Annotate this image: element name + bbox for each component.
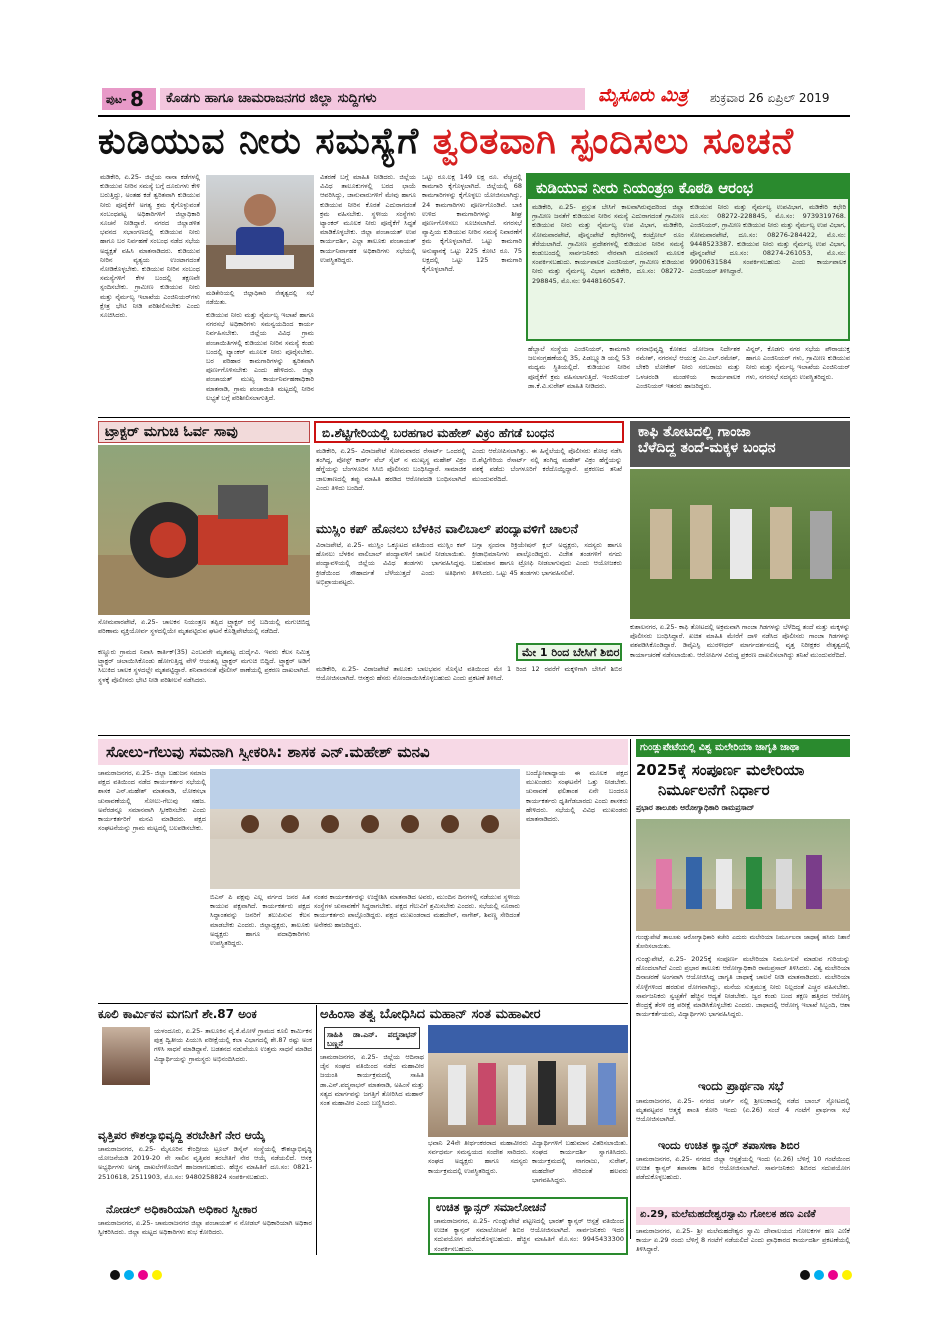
mahaveer-title: ಅಹಿಂಸಾ ತತ್ವ ಬೋಧಿಸಿದ ಮಹಾನ್ ಸಂತ ಮಹಾವೀರ xyxy=(320,1007,541,1022)
arrest-title-box xyxy=(314,421,624,443)
volleyball-col-1: ವಿರಾಜಪೇಟೆ, ಏ.25- ಮುಸ್ಲಿಂ ಒಕ್ಕೂಟದ ವತಿಯಿಂದ ಮುಸ್ಲಿಂ ಕಪ್ ಹೊನಲು ಬೆಳಕಿನ ವಾಲಿಬಾಲ್ ಪಂದ್ಯಾವಳಿಗೆ ಚಾಲನೆ ನೀಡಲಾಯಿತು. ಪಂದ್ಯಾವಳಿಯಲ್ಲಿ ಜಿಲ್ಲೆಯ ವಿವಿಧ ತಂಡಗಳು ಭಾಗವಹಿಸಿದ್ದವು. ಕ್ರೀಡೆಯಿಂದ ಸೌಹಾರ್ದತೆ ಬೆಳೆಯುತ್ತದೆ ಎಂದು ಅತಿಥಿಗಳು ಅಭಿಪ್ರಾಯಪಟ್ಟರು. xyxy=(316,541,466,586)
tractor-caption: ಸೋಮವಾರಪೇಟೆ, ಏ.25- ಚಾಲಕನ ನಿಯಂತ್ರಣ ತಪ್ಪಿದ ಟ್ರ್ಯಾಕ್ಟರ್ ರಸ್ತೆ ಬದಿಯಲ್ಲಿ ಮಗುಚಿಬಿದ್ದ ಪರಿಣಾಮ ವ್ಯಕ್ತಿಯೋರ್ವ ಸ್ಥಳದಲ್ಲಿಯೇ ಮೃತಪಟ್ಟಿರುವ ಘಟನೆ ಕೊಡ್ಲಿಪೇಟೆಯಲ್ಲಿ ನಡೆದಿದೆ. xyxy=(98,618,310,636)
goleka-body: ಚಾಮರಾಜನಗರ, ಏ.25- ಶ್ರೀ ಮಲೆಮಹದೇಶ್ವರ ಸ್ವಾಮಿ ದೇವಾಲಯದ ಗೋಲಕಗಳ ಹಣ ಎಣಿಕೆ ಕಾರ್ಯ ಏ.29 ರಂದು ಬೆಳಿಗ್ಗೆ 8 ಗಂಟೆಗೆ ನಡೆಯಲಿದೆ ಎಂದು ಪ್ರಾಧಿಕಾರದ ಕಾರ್ಯದರ್ಶಿ ಪ್ರಕಟಣೆಯಲ್ಲಿ ತಿಳಿಸಿದ್ದಾರೆ. xyxy=(636,1227,850,1254)
nodal-body: ಚಾಮರಾಜನಗರ, ಏ.25- ಚಾಮರಾಜನಗರ ಜಿಲ್ಲಾ ಪಂಚಾಯತ್ ನ ನೋಡಲ್ ಅಧಿಕಾರಿಯಾಗಿ ಅಧಿಕಾರ ಸ್ವೀಕರಿಸಿದರು. ಜಿಲ್ಲಾ ಮಟ್ಟದ ಅಧಿಕಾರಿಗಳು ಶುಭ ಕೋರಿದರು. xyxy=(98,1219,312,1237)
masthead: ಮೈಸೂರು ಮಿತ್ರ xyxy=(598,85,688,106)
control-room-box xyxy=(526,173,850,341)
newspaper-page xyxy=(98,85,850,1255)
mahaveer-col-4: ವಿದ್ಯಾರ್ಥಿಗಳಿಗೆ ಬಹುಮಾನ ವಿತರಿಸಲಾಯಿತು. ಸಂಘದ ಕಾರ್ಯದರ್ಶಿ ಸ್ವಾಗತಿಸಿದರು. ಕಾರ್ಯಕ್ರಮದಲ್ಲಿ ನಾಗರಾಜು, ಸುರೇಶ್, ಮಹದೇವ್ ಸೇರಿದಂತೆ ಹಲವರು ಭಾಗವಹಿಸಿದ್ದರು. xyxy=(532,1139,628,1184)
malaria-title-line1: 2025ಕ್ಕೆ ಸಂಪೂರ್ಣ ಮಲೇರಿಯಾ xyxy=(636,761,805,779)
malaria-kicker: ಗುಂಡ್ಲುಪೇಟೆಯಲ್ಲಿ ವಿಶ್ವ ಮಲೇರಿಯಾ ಜಾಗೃತಿ ಜಾಥಾ xyxy=(636,739,850,757)
nodal-title: ನೋಡಲ್ ಅಧಿಕಾರಿಯಾಗಿ ಅಧಿಕಾರ ಸ್ವೀಕಾರ xyxy=(106,1203,258,1216)
tractor-photo xyxy=(98,445,310,615)
registration-mark-black-right xyxy=(800,1270,810,1280)
registration-mark-magenta xyxy=(138,1270,148,1280)
rule-v-1 xyxy=(630,739,631,1239)
lead-photo-art xyxy=(206,175,314,287)
tractor-body: ಕಣ್ಣೂರು ಗ್ರಾಮದ ನಿವಾಸಿ ಕಾರ್ತಿಕ್(35) ಎಂಬವರೇ ಮೃತಪಟ್ಟ ದುರ್ದೈವಿ. ಇವರು ಕೆಲಸ ನಿಮಿತ್ತ ಟ್ರ್ಯಾಕ್ಟರ್ ಚಲಾಯಿಸಿಕೊಂಡು ಹೋಗುತ್ತಿದ್ದ ವೇಳೆ ಆಯತಪ್ಪಿ ಟ್ರ್ಯಾಕ್ಟರ್ ಮಗುಚಿ ಬಿದ್ದಿದೆ. ಟ್ರ್ಯಾಕ್ಟರ್ ಅಡಿಗೆ ಸಿಲುಕಿದ ಚಾಲಕ ಸ್ಥಳದಲ್ಲೇ ಮೃತಪಟ್ಟಿದ್ದಾರೆ. ಶನಿವಾರಸಂತೆ ಪೊಲೀಸ್ ಠಾಣೆಯಲ್ಲಿ ಪ್ರಕರಣ ದಾಖಲಾಗಿದೆ. ಸ್ಥಳಕ್ಕೆ ಪೊಲೀಸರು ಭೇಟಿ ನೀಡಿ ಪರಿಶೀಲನೆ ನಡೆಸಿದರು. xyxy=(98,648,310,684)
mahaveer-col-2 xyxy=(320,1253,321,1254)
skill-title: ವೃತ್ತಿಪರ ಕೌಶಲ್ಯಾಭಿವೃದ್ಧಿ ತರಬೇತಿಗೆ ನೇರ ಆಯ್ಕೆ xyxy=(98,1129,266,1142)
ganja-photo xyxy=(630,469,850,619)
mahaveer-photo xyxy=(428,1025,628,1137)
lead-headline-part1: ಕುಡಿಯುವ ನೀರು ಸಮಸ್ಯೆಗೆ xyxy=(98,121,420,162)
tractor-title-box xyxy=(98,421,310,443)
mahaveer-col-1: ಚಾಮರಾಜನಗರ, ಏ.25- ಜಿಲ್ಲೆಯ ಆದಿನಾಥ ಜೈನ ಸಂಘದ ವತಿಯಿಂದ ನಡೆದ ಮಹಾವೀರ ಜಯಂತಿ ಕಾರ್ಯಕ್ರಮದಲ್ಲಿ ಸಾಹಿತಿ ಡಾ.ಎನ್.ಪದ್ಮನಾಭನ್ ಮಾತನಾಡಿ, ಅಹಿಂಸೆ ಮತ್ತು ಸತ್ಯದ ಮಾರ್ಗವನ್ನು ಜಗತ್ತಿಗೆ ತೋರಿಸಿದ ಮಹಾನ್ ಸಂತ ಮಹಾವೀರ ಎಂದು ಬಣ್ಣಿಸಿದರು. xyxy=(320,1053,424,1108)
malaria-photo xyxy=(636,819,850,931)
lead-tail-mid: ನಗರಾಭಿವೃದ್ಧಿ ಕೋಶದ ಯೋಜನಾ ನಿರ್ದೇಶಕ ರಮೇಶ್, ನಗರಸಭೆ ಆಯುಕ್ತ ಎಂ.ಎಲ್.ರಮೇಶ್, ಬೇಕರಿ ಲೋಕೇಶ್ ನೀರು ಸರಬರಾಜು ಮತ್ತು ಒಳಚರಂಡಿ ಮಂಡಳಿಯ ಕಾರ್ಯಪಾಲಕ ಎಂಜಿನಿಯರ್ ಇತರರು ಹಾಜರಿದ್ದರು. xyxy=(636,345,740,390)
ganja-title-box xyxy=(630,421,850,467)
registration-mark-cyan-right xyxy=(814,1270,824,1280)
lead-col-4: ಒಟ್ಟು ರೂ.ಲಕ್ಷ 149 ಲಕ್ಷ ರೂ. ವೆಚ್ಚದಲ್ಲಿ ಕಾಮಗಾರಿ ಕೈಗೊಳ್ಳಲಾಗಿದೆ. ಜಿಲ್ಲೆಯಲ್ಲಿ 68 ಕಾಮಗಾರಿಗಳನ್ನು ಕೈಗೊಳ್ಳಲು ಯೋಜಿಸಲಾಗಿದ್ದು, 24 ಕಾಮಗಾರಿಗಳು ಪೂರ್ಣಗೊಂಡಿವೆ. ಬಾಕಿ ಉಳಿದ ಕಾಮಗಾರಿಗಳನ್ನು ಶೀಘ್ರ ಪೂರ್ಣಗೊಳಿಸಲು ಸೂಚಿಸಲಾಗಿದೆ. ನಗರಸಭೆ ವ್ಯಾಪ್ತಿಯ ಕುಡಿಯುವ ನೀರಿನ ಸಮಸ್ಯೆ ನಿವಾರಣೆಗೆ ಕ್ರಮ ಕೈಗೊಳ್ಳಲಾಗಿದೆ. ಒಟ್ಟು ಕಾಮಗಾರಿ ಅನುಷ್ಠಾನಕ್ಕೆ ಒಟ್ಟು 225 ಕೋಟಿ ರೂ. 75 ಲಕ್ಷದಲ್ಲಿ ಒಟ್ಟು 125 ಕಾಮಗಾರಿ ಕೈಗೊಳ್ಳಲಾಗಿದೆ. xyxy=(422,173,522,274)
control-room-title: ಕುಡಿಯುವ ನೀರು ನಿಯಂತ್ರಣ ಕೊಠಡಿ ಆರಂಭ xyxy=(528,175,848,199)
control-room-left: ಮಡಿಕೇರಿ, ಏ.25- ಪ್ರಸ್ತುತ ಬೇಸಿಗೆ ಕಾಲವಾಗಿರುವುದರಿಂದ ಜಿಲ್ಲಾ ಗ್ರಾಮೀಣ ಜನತೆಗೆ ಕುಡಿಯುವ ನೀರಿನ ಸಮಸ್ಯೆ ಎದುರಾಗದಂತೆ ಗ್ರಾಮೀಣ ಕುಡಿಯುವ ನೀರು ಮತ್ತು ನೈರ್ಮಲ್ಯ ಉಪ ವಿಭಾಗ, ಮಡಿಕೇರಿ, ಸೋಮವಾರಪೇಟೆ, ಪೊನ್ನಂಪೇಟೆ ಕಛೇರಿಗಳಲ್ಲಿ ಕಂಟ್ರೋಲ್ ರೂಂ ತೆರೆಯಲಾಗಿದೆ. ಗ್ರಾಮೀಣ ಪ್ರದೇಶಗಳಲ್ಲಿ ಕುಡಿಯುವ ನೀರಿನ ಸಮಸ್ಯೆ ಕಂಡುಬಂದಲ್ಲಿ ಸಾರ್ವಜನಿಕರು ನೇರವಾಗಿ ದೂರವಾಣಿ ಮೂಲಕ ಸಂಪರ್ಕಿಸಬಹುದು. ಕಾರ್ಯಪಾಲಕ ಎಂಜಿನಿಯರ್, ಗ್ರಾಮೀಣ ಕುಡಿಯುವ ನೀರು ಮತ್ತು ನೈರ್ಮಲ್ಯ ವಿಭಾಗ ಮಡಿಕೇರಿ, ದೂ.ಸಂ: 08272-298845, ಮೊ.ಸಂ: 9448160547. xyxy=(532,203,684,285)
header-rule xyxy=(98,115,850,117)
cancer-box xyxy=(428,1197,628,1255)
control-room-right: ಕುಡಿಯುವ ನೀರು ಮತ್ತು ನೈರ್ಮಲ್ಯ ಉಪವಿಭಾಗ, ಮಡಿಕೇರಿ ಕಛೇರಿ ದೂ.ಸಂ: 08272-228845, ಮೊ.ಸಂ: 9739319768. ಎಂಜಿನಿಯರ್, ಗ್ರಾಮೀಣ ಕುಡಿಯುವ ನೀರು ಮತ್ತು ನೈರ್ಮಲ್ಯ ಉಪ ವಿಭಾಗ, ಸೋಮವಾರಪೇಟೆ, ದೂ.ಸಂ: 08276-284422, ಮೊ.ಸಂ: 9448523387. ಕುಡಿಯುವ ನೀರು ಮತ್ತು ನೈರ್ಮಲ್ಯ ಉಪ ವಿಭಾಗ, ಪೊನ್ನಂಪೇಟೆ ದೂ.ಸಂ: 08274-261053, ಮೊ.ಸಂ: 9900631584 ಸಂಪರ್ಕಿಸಬಹುದು ಎಂದು ಕಾರ್ಯಪಾಲಕ ಎಂಜಿನಿಯರ್ ತಿಳಿಸಿದ್ದಾರೆ. xyxy=(690,203,846,276)
rule-2 xyxy=(98,735,850,736)
cancer-body: ಚಾಮರಾಜನಗರ, ಏ.25- ಗುಂಡ್ಲುಪೇಟೆ ಪಟ್ಟಣದಲ್ಲಿ ಭಾರತ್ ಕ್ಯಾನ್ಸರ್ ಆಸ್ಪತ್ರೆ ವತಿಯಿಂದ ಉಚಿತ ಕ್ಯಾನ್ಸರ್ ಸಮಾಲೋಚನೆ ಶಿಬಿರ ಆಯೋಜಿಸಲಾಗಿದೆ. ಸಾರ್ವಜನಿಕರು ಇದರ ಸದುಪಯೋಗ ಪಡೆದುಕೊಳ್ಳಬಹುದು. ಹೆಚ್ಚಿನ ಮಾಹಿತಿಗೆ ಮೊ.ಸಂ: 9945433300 ಸಂಪರ್ಕಿಸಬಹುದು. xyxy=(434,1217,624,1253)
cancer-camp-body: ಚಾಮರಾಜನಗರ, ಏ.25- ನಗರದ ಜಿಲ್ಲಾ ಆಸ್ಪತ್ರೆಯಲ್ಲಿ ಇಂದು (ಏ.26) ಬೆಳಿಗ್ಗೆ 10 ಗಂಟೆಯಿಂದ ಉಚಿತ ಕ್ಯಾನ್ಸರ್ ತಪಾಸಣಾ ಶಿಬಿರ ಆಯೋಜಿಸಲಾಗಿದೆ. ಸಾರ್ವಜನಿಕರು ಶಿಬಿರದ ಸದುಪಯೋಗ ಪಡೆದುಕೊಳ್ಳಬಹುದು. xyxy=(636,1155,850,1182)
lead-tail-left: ಹೆಬ್ಬಾಲೆ ಸಂಸ್ಥೆಯ ಎಂಜಿನಿಯರ್, ಕಾಮಗಾರಿ ಜಲಸಂಗ್ರಹಣೆಯಲ್ಲಿ 35, ಪಿಡಬ್ಲ್ಯೂಡಿ ಯಲ್ಲಿ 53 ಮಧ್ಯಮ ಸ್ಥಿತಿಯಲ್ಲಿದೆ. ಕುಡಿಯುವ ನೀರಿನ ಪೂರೈಕೆಗೆ ಕ್ರಮ ವಹಿಸಲಾಗುತ್ತಿದೆ. ಇಂಜಿನಿಯರ್ ಡಾ.ಕೆ.ವಿ.ಸುರೇಶ್ ಮಾಹಿತಿ ನೀಡಿದರು. xyxy=(528,345,630,390)
arrest-title: ಬಿ.ಶೆಟ್ಟಿಗೇರಿಯಲ್ಲಿ ಬರಹಗಾರ ಮಹೇಶ್ ವಿಕ್ರಂ ಹೆಗಡೆ ಬಂಧನ xyxy=(322,426,555,440)
section-title: ಕೊಡಗು ಹಾಗೂ ಚಾಮರಾಜನಗರ ಜಿಲ್ಲಾ ಸುದ್ದಿಗಳು xyxy=(160,88,585,110)
registration-mark-yellow-right xyxy=(842,1270,852,1280)
mahaveer-photo-art xyxy=(428,1025,628,1137)
rule-v-2 xyxy=(316,1005,317,1255)
rule-3 xyxy=(98,1003,628,1004)
malaria-subtitle: ಪ್ರಭಾರ ತಾಲೂಕು ಆರೋಗ್ಯಾಧಿಕಾರಿ ರಾಮಪ್ರಸಾದ್ xyxy=(636,803,755,812)
arrest-col-2: ಎಂದು ಆರೋಪಿಸಲಾಗಿತ್ತು. ಈ ಹಿನ್ನೆಲೆಯಲ್ಲಿ ಪೊಲೀಸರು ಶೋಧ ನಡೆಸಿ ಬಿ.ಶೆಟ್ಟಿಗೇರಿಯ ರೆಸಾರ್ಟ್ ನಲ್ಲಿ ತಂಗಿದ್ದ ಮಹೇಶ್ ವಿಕ್ರಂ ಹೆಗ್ಡೆಯನ್ನು ವಶಕ್ಕೆ ಪಡೆದು ಬೆಂಗಳೂರಿಗೆ ಕರೆದೊಯ್ದಿದ್ದಾರೆ. ಪ್ರಕರಣದ ತನಿಖೆ ಮುಂದುವರೆದಿದೆ. xyxy=(472,447,622,483)
mahesh-col-3: ಬಂದ್ಯೋಪಾಧ್ಯಾಯ ಈ ಮೂಲಕ ಪಕ್ಷದ ಮುಖಂಡರು ಸಂಘಟನೆಗೆ ಒತ್ತು ನೀಡಬೇಕು. ಚುನಾವಣೆ ಫಲಿತಾಂಶ ಏನೇ ಬಂದರೂ ಕಾರ್ಯಕರ್ತರು ಧೃತಿಗೆಡಬಾರದು ಎಂದು ಶಾಸಕರು ಹೇಳಿದರು. ಸಭೆಯಲ್ಲಿ ವಿವಿಧ ಮುಖಂಡರು ಮಾತನಾಡಿದರು. xyxy=(526,769,628,824)
volleyball-col-2: ಬಗ್ಗಾ ಸ್ಪಂದನಾ ರಿಕ್ರಿಯೇಷನ್ ಕ್ಲಬ್ ಅಧ್ಯಕ್ಷರು, ಸದಸ್ಯರು ಹಾಗೂ ಕ್ರೀಡಾಭಿಮಾನಿಗಳು ಪಾಲ್ಗೊಂಡಿದ್ದರು. ವಿಜೇತ ತಂಡಗಳಿಗೆ ನಗದು ಬಹುಮಾನ ಹಾಗೂ ಟ್ರೋಫಿ ನೀಡಲಾಗುವುದು ಎಂದು ಆಯೋಜಕರು ತಿಳಿಸಿದರು. ಒಟ್ಟು 45 ತಂಡಗಳು ಭಾಗವಹಿಸಲಿವೆ. xyxy=(472,541,622,577)
cooli-photo xyxy=(102,1027,150,1085)
prayer-title: ಇಂದು ಪ್ರಾರ್ಥನಾ ಸಭೆ xyxy=(698,1079,784,1093)
page-number-tag: ಪುಟ- 8 xyxy=(102,88,156,110)
camp-title: ಮೇ 1 ರಿಂದ ಬೇಸಿಗೆ ಶಿಬಿರ xyxy=(522,646,620,659)
ganja-photo-art xyxy=(630,469,850,619)
ganja-title-line2: ಬೆಳೆದಿದ್ದ ತಂದೆ-ಮಕ್ಕಳ ಬಂಧನ xyxy=(638,440,776,456)
registration-mark-black xyxy=(110,1270,120,1280)
issue-date: ಶುಕ್ರವಾರ 26 ಏಪ್ರಿಲ್ 2019 xyxy=(710,91,830,105)
mahesh-title: ಸೋಲು-ಗೆಲುವು ಸಮನಾಗಿ ಸ್ವೀಕರಿಸಿ: ಶಾಸಕ ಎನ್.ಮಹೇಶ್ ಮನವಿ xyxy=(106,743,430,761)
malaria-caption: ಗುಂಡ್ಲುಪೇಟೆ ತಾಲೂಕು ಆರೋಗ್ಯಾಧಿಕಾರಿ ಕಚೇರಿ ಎದುರು ಮಲೇರಿಯಾ ನಿರ್ಮೂಲನಾ ಜಾಥಾಕ್ಕೆ ಹಸಿರು ನಿಶಾನೆ ತೋರಿಸಲಾಯಿತು. xyxy=(636,934,850,951)
goleka-title-box xyxy=(636,1207,850,1225)
malaria-body: ಗುಂಡ್ಲುಪೇಟೆ, ಏ.25- 2025ಕ್ಕೆ ಸಂಪೂರ್ಣ ಮಲೇರಿಯಾ ನಿರ್ಮೂಲನೆ ಮಾಡುವ ಗುರಿಯನ್ನು ಹೊಂದಲಾಗಿದೆ ಎಂದು ಪ್ರಭಾರ ತಾಲೂಕು ಆರೋಗ್ಯಾಧಿಕಾರಿ ರಾಮಪ್ರಸಾದ್ ತಿಳಿಸಿದರು. ವಿಶ್ವ ಮಲೇರಿಯಾ ದಿನಾಚರಣೆ ಅಂಗವಾಗಿ ಆಯೋಜಿಸಿದ್ದ ಜಾಗೃತಿ ಜಾಥಾಕ್ಕೆ ಚಾಲನೆ ನೀಡಿ ಮಾತನಾಡಿದರು. ಮಲೇರಿಯಾ ಸೊಳ್ಳೆಗಳಿಂದ ಹರಡುವ ರೋಗವಾಗಿದ್ದು, ಮನೆಯ ಸುತ್ತಮುತ್ತ ನೀರು ನಿಲ್ಲದಂತೆ ಎಚ್ಚರ ವಹಿಸಬೇಕು. ಸಾರ್ವಜನಿಕರು ಸ್ವಚ್ಛತೆಗೆ ಹೆಚ್ಚಿನ ಆದ್ಯತೆ ನೀಡಬೇಕು. ಜ್ವರ ಕಂಡು ಬಂದ ತಕ್ಷಣ ಹತ್ತಿರದ ಆರೋಗ್ಯ ಕೇಂದ್ರಕ್ಕೆ ತೆರಳಿ ರಕ್ತ ಪರೀಕ್ಷೆ ಮಾಡಿಸಿಕೊಳ್ಳಬೇಕು ಎಂದರು. ಜಾಥಾದಲ್ಲಿ ಆರೋಗ್ಯ ಇಲಾಖೆ ಸಿಬ್ಬಂದಿ, ಆಶಾ ಕಾರ್ಯಕರ್ತೆಯರು, ವಿದ್ಯಾರ್ಥಿಗಳು ಭಾಗವಹಿಸಿದ್ದರು. xyxy=(636,955,850,1019)
lead-photo xyxy=(206,175,314,287)
lead-col-1: ಮಡಿಕೇರಿ, ಏ.25- ಜಿಲ್ಲೆಯ ನಾನಾ ಕಡೆಗಳಲ್ಲಿ ಕುಡಿಯುವ ನೀರಿನ ಸಮಸ್ಯೆ ಬಗ್ಗೆ ದೂರುಗಳು ಕೇಳಿ ಬರುತ್ತಿದ್ದು, ಅಂತಹ ಕಡೆ ತ್ವರಿತವಾಗಿ ಕುಡಿಯುವ ನೀರು ಪೂರೈಕೆಗೆ ಅಗತ್ಯ ಕ್ರಮ ಕೈಗೊಳ್ಳುವಂತೆ ಸಂಬಂಧಪಟ್ಟ ಅಧಿಕಾರಿಗಳಿಗೆ ಜಿಲ್ಲಾಧಿಕಾರಿ ಸೂಚನೆ ನೀಡಿದ್ದಾರೆ. ನಗರದ ಜಿಲ್ಲಾಡಳಿತ ಭವನದ ಸಭಾಂಗಣದಲ್ಲಿ ಕುಡಿಯುವ ನೀರು ಹಾಗೂ ಬರ ನಿರ್ವಹಣೆ ಸಂಬಂಧ ನಡೆದ ಸಭೆಯ ಅಧ್ಯಕ್ಷತೆ ವಹಿಸಿ ಮಾತನಾಡಿದರು. ಕುಡಿಯುವ ನೀರಿನ ವ್ಯತ್ಯಯ ಉಂಟಾಗದಂತೆ ನೋಡಿಕೊಳ್ಳಬೇಕು. ಕುಡಿಯುವ ನೀರಿನ ಸಂಬಂಧ ಸಮಸ್ಯೆಗಳಿಗೆ ಕೇಳ ಬಂದಲ್ಲಿ ತಕ್ಷಣವೇ ಸ್ಪಂದಿಸಬೇಕು. ಗ್ರಾಮೀಣ ಕುಡಿಯುವ ನೀರು ಮತ್ತು ನೈರ್ಮಲ್ಯ ಇಲಾಖೆಯ ಎಂಜಿನಿಯರ್‌ಗಳು ಕ್ಷೇತ್ರ ಭೇಟಿ ನೀಡಿ ಪರಿಶೀಲಿಸಬೇಕು ಎಂದು ಸೂಚಿಸಿದರು. xyxy=(100,173,200,320)
skill-body: ಚಾಮರಾಜನಗರ, ಏ.25- ಮೈಸೂರಿನ ಕೇಂದ್ರೀಯ ಟ್ರೂಲ್ ಡಿಸೈನ್ ಸಂಸ್ಥೆಯಲ್ಲಿ ಕೌಶಲ್ಯಾಭಿವೃದ್ಧಿ ಯೋಜನೆಯಡಿ 2019-20 ನೇ ಸಾಲಿನ ವೃತ್ತಿಪರ ತರಬೇತಿಗೆ ನೇರ ಆಯ್ಕೆ ನಡೆಯಲಿದೆ. ಆಸಕ್ತ ಅಭ್ಯರ್ಥಿಗಳು ಅಗತ್ಯ ದಾಖಲೆಗಳೊಂದಿಗೆ ಹಾಜರಾಗಬಹುದು. ಹೆಚ್ಚಿನ ಮಾಹಿತಿಗೆ ದೂ.ಸಂ: 0821-2510618, 2511903, ಮೊ.ಸಂ: 9480258824 ಸಂಪರ್ಕಿಸಬಹುದು. xyxy=(98,1145,312,1181)
mahesh-bottom: ನಂತರ ಕಾರ್ಯಕರ್ತರನ್ನು ಉದ್ದೇಶಿಸಿ ಮಾತನಾಡಿದ ಅವರು, ಮುಂದಿನ ದಿನಗಳಲ್ಲಿ ನಡೆಯುವ ಸ್ಥಳೀಯ ಸಂಸ್ಥೆಗಳ ಚುನಾವಣೆಗೆ ಸಿದ್ಧರಾಗಬೇಕು. ಪಕ್ಷದ ಗೆಲುವಿಗೆ ಶ್ರಮಿಸಬೇಕು ಎಂದರು. ಸಭೆಯಲ್ಲಿ ನೂರಾರು ಕಾರ್ಯಕರ್ತರು ಪಾಲ್ಗೊಂಡಿದ್ದರು. ಪಕ್ಷದ ಮುಖಂಡರಾದ ಮಹದೇವ್, ನಾಗೇಶ್, ಶಿವಣ್ಣ ಸೇರಿದಂತೆ ಅನೇಕರು ಹಾಜರಿದ್ದರು. xyxy=(314,893,520,929)
lead-tail-right: ವಿನ್ನರ್, ಕೊಡಗು ನಗರ ಸಭೆಯ ಪೌರಾಯುಕ್ತ ಹಾಗೂ ಎಂಜಿನಿಯರ್ ಗಳು, ಗ್ರಾಮೀಣ ಕುಡಿಯುವ ನೀರು ಮತ್ತು ನೈರ್ಮಲ್ಯ ಇಲಾಖೆಯ ಎಂಜಿನಿಯರ್ ಗಳು, ನಗರಸಭೆ ಸದಸ್ಯರು ಉಪಸ್ಥಿತರಿದ್ದರು. xyxy=(746,345,850,381)
mahaveer-quote-name: ಸಾಹಿತಿ ಡಾ.ಎನ್. ಪದ್ಮನಾಭನ್ ಬಣ್ಣನೆ xyxy=(324,1027,420,1049)
tractor-title: ಟ್ರ್ಯಾಕ್ಟರ್ ಮಗುಚಿ ಓರ್ವ ಸಾವು xyxy=(105,424,238,440)
ganja-body: ಕುಶಾಲನಗರ, ಏ.25- ಕಾಫಿ ತೋಟದಲ್ಲಿ ಅಕ್ರಮವಾಗಿ ಗಾಂಜಾ ಗಿಡಗಳನ್ನು ಬೆಳೆದಿದ್ದ ತಂದೆ ಮತ್ತು ಮಕ್ಕಳನ್ನು ಪೊಲೀಸರು ಬಂಧಿಸಿದ್ದಾರೆ. ಖಚಿತ ಮಾಹಿತಿ ಮೇರೆಗೆ ದಾಳಿ ನಡೆಸಿದ ಪೊಲೀಸರು ಗಾಂಜಾ ಗಿಡಗಳನ್ನು ವಶಪಡಿಸಿಕೊಂಡಿದ್ದಾರೆ. ಡಿವೈಎಸ್ಪಿ ಮುರಳೀಧರ್ ಮಾರ್ಗದರ್ಶನದಲ್ಲಿ ವೃತ್ತ ನಿರೀಕ್ಷಕರ ನೇತೃತ್ವದಲ್ಲಿ ಕಾರ್ಯಾಚರಣೆ ನಡೆಸಲಾಯಿತು. ಆರೋಪಿಗಳ ವಿರುದ್ಧ ಪ್ರಕರಣ ದಾಖಲಿಸಲಾಗಿದ್ದು ತನಿಖೆ ಮುಂದುವರೆದಿದೆ. xyxy=(630,623,850,659)
rule-1 xyxy=(98,417,850,418)
lead-headline-part2: ತ್ವರಿತವಾಗಿ ಸ್ಪಂದಿಸಲು ಸೂಚನೆ xyxy=(432,121,795,162)
mahesh-photo xyxy=(210,769,520,889)
cancer-title: ಉಚಿತ ಕ್ಯಾನ್ಸರ್ ಸಮಾಲೋಚನೆ xyxy=(436,1201,546,1214)
arrest-col-1: ಮಡಿಕೇರಿ, ಏ.25- ವಿರಾಜಪೇಟೆ ಸೋಮವಾರದ ರೆಸಾರ್ಟ್ ಒಂದರಲ್ಲಿ ತಂಗಿದ್ದ, ಪೋಸ್ಟ್ ಕಾರ್ಡ್ ವೆಬ್ ಸೈಟ್ ನ ಮುಖ್ಯಸ್ಥ ಮಹೇಶ್ ವಿಕ್ರಂ ಹೆಗ್ಡೆಯನ್ನು ಬೆಂಗಳೂರಿನ ಸಿಸಿಬಿ ಪೊಲೀಸರು ಬಂಧಿಸಿದ್ದಾರೆ. ಸಾಮಾಜಿಕ ಜಾಲತಾಣದಲ್ಲಿ ತಪ್ಪು ಮಾಹಿತಿ ಹರಡಿದ ಆರೋಪದಡಿ ಬಂಧಿಸಲಾಗಿದೆ ಎಂದು ತಿಳಿದು ಬಂದಿದೆ. xyxy=(316,447,466,492)
cooli-title: ಕೂಲಿ ಕಾರ್ಮಿಕನ ಮಗನಿಗೆ ಶೇ.87 ಅಂಕ xyxy=(98,1007,257,1021)
lead-col-2: ಕುಡಿಯುವ ನೀರು ಮತ್ತು ನೈರ್ಮಲ್ಯ ಇಲಾಖೆ ಹಾಗೂ ನಗರಸಭೆ ಅಧಿಕಾರಿಗಳು ಸಮನ್ವಯದಿಂದ ಕಾರ್ಯ ನಿರ್ವಹಿಸಬೇಕು. ಜಿಲ್ಲೆಯ ವಿವಿಧ ಗ್ರಾಮ ಪಂಚಾಯಿತಿಗಳಲ್ಲಿ ಕುಡಿಯುವ ನೀರಿನ ಸಮಸ್ಯೆ ಕಂಡು ಬಂದಲ್ಲಿ ಟ್ಯಾಂಕರ್ ಮೂಲಕ ನೀರು ಪೂರೈಸಬೇಕು. ಬರ ಪರಿಹಾರ ಕಾಮಗಾರಿಗಳನ್ನು ತ್ವರಿತವಾಗಿ ಪೂರ್ಣಗೊಳಿಸಬೇಕು ಎಂದು ಹೇಳಿದರು. ಜಿಲ್ಲಾ ಪಂಚಾಯತ್ ಮುಖ್ಯ ಕಾರ್ಯನಿರ್ವಹಣಾಧಿಕಾರಿ ಮಾತನಾಡಿ, ಗ್ರಾಮ ಪಂಚಾಯಿತಿ ಮಟ್ಟದಲ್ಲಿ ನೀರಿನ ಲಭ್ಯತೆ ಬಗ್ಗೆ ಪರಿಶೀಲಿಸಲಾಗುತ್ತಿದೆ. xyxy=(206,311,314,402)
cooli-body: ಯಳಂದೂರು, ಏ.25- ತಾಲೂಕಿನ ವೈ.ಕೆ.ಮೋಳೆ ಗ್ರಾಮದ ಕೂಲಿ ಕಾರ್ಮಿಕನ ಪುತ್ರ ದ್ವಿತೀಯ ಪಿಯುಸಿ ಪರೀಕ್ಷೆಯಲ್ಲಿ ಕಲಾ ವಿಭಾಗದಲ್ಲಿ ಶೇ.87 ರಷ್ಟು ಅಂಕ ಗಳಿಸಿ ಸಾಧನೆ ಮಾಡಿದ್ದಾನೆ. ಬಡತನದ ನಡುವೆಯೂ ಉತ್ತಮ ಸಾಧನೆ ಮಾಡಿದ ವಿದ್ಯಾರ್ಥಿಯನ್ನು ಗ್ರಾಮಸ್ಥರು ಅಭಿನಂದಿಸಿದರು. xyxy=(154,1027,312,1063)
camp-body: ಮಡಿಕೇರಿ, ಏ.25- ವಿರಾಜಪೇಟೆ ತಾಲೂಕು ಬಾಲಭವನ ಸೊಸೈಟಿ ವತಿಯಿಂದ ಮೇ 1 ರಿಂದ 12 ರವರೆಗೆ ಮಕ್ಕಳಿಗಾಗಿ ಬೇಸಿಗೆ ಶಿಬಿರ ಆಯೋಜಿಸಲಾಗಿದೆ. ಆಸಕ್ತರು ಹೆಸರು ನೋಂದಾಯಿಸಿಕೊಳ್ಳಬಹುದು ಎಂದು ಪ್ರಕಟಣೆ ತಿಳಿಸಿದೆ. xyxy=(316,665,622,683)
mahesh-title-box xyxy=(98,739,628,765)
lead-headline xyxy=(98,121,850,169)
cancer-camp-title: ಇಂದು ಉಚಿತ ಕ್ಯಾನ್ಸರ್ ತಪಾಸಣಾ ಶಿಬಿರ xyxy=(658,1139,800,1152)
prayer-body: ಚಾಮರಾಜನಗರ, ಏ.25- ನಗರದ ಚರ್ಚ್ ನಲ್ಲಿ ಶ್ರೀಲಂಕಾದಲ್ಲಿ ನಡೆದ ಬಾಂಬ್ ಸ್ಫೋಟದಲ್ಲಿ ಮೃತಪಟ್ಟವರ ಆತ್ಮಕ್ಕೆ ಶಾಂತಿ ಕೋರಿ ಇಂದು (ಏ.26) ಸಂಜೆ 4 ಗಂಟೆಗೆ ಪ್ರಾರ್ಥನಾ ಸಭೆ ಆಯೋಜಿಸಲಾಗಿದೆ. xyxy=(636,1097,850,1124)
mahaveer-col-3: ಭವಾನಿ 24ನೇ ತೀರ್ಥಂಕರರಾದ ಮಹಾವೀರರು ಸರ್ವಧರ್ಮ ಸಮನ್ವಯದ ಸಂದೇಶ ಸಾರಿದರು. ಸಂಘದ ಅಧ್ಯಕ್ಷರು ಹಾಗೂ ಸದಸ್ಯರು ಕಾರ್ಯಕ್ರಮದಲ್ಲಿ ಉಪಸ್ಥಿತರಿದ್ದರು. xyxy=(428,1139,528,1175)
mahesh-col-2: ಬಿಎಸ್ ಪಿ ಪಕ್ಷವು ಎಲ್ಲ ವರ್ಗದ ಜನರ ಹಿತ ಕಾಯುವ ಪಕ್ಷವಾಗಿದೆ. ಕಾರ್ಯಕರ್ತರು ಪಕ್ಷದ ಸಿದ್ಧಾಂತವನ್ನು ಜನರಿಗೆ ತಲುಪಿಸುವ ಕೆಲಸ ಮಾಡಬೇಕು ಎಂದರು. ಜಿಲ್ಲಾಧ್ಯಕ್ಷರು, ತಾಲೂಕು ಅಧ್ಯಕ್ಷರು ಹಾಗೂ ಪದಾಧಿಕಾರಿಗಳು ಉಪಸ್ಥಿತರಿದ್ದರು. xyxy=(210,893,310,948)
tractor-photo-art xyxy=(98,445,310,615)
mahesh-col-1: ಚಾಮರಾಜನಗರ, ಏ.25- ಜಿಲ್ಲಾ ಬಹುಜನ ಸಮಾಜ ಪಕ್ಷದ ವತಿಯಿಂದ ನಡೆದ ಕಾರ್ಯಕರ್ತರ ಸಭೆಯಲ್ಲಿ ಶಾಸಕ ಎನ್.ಮಹೇಶ್ ಮಾತನಾಡಿ, ಲೋಕಸಭಾ ಚುನಾವಣೆಯಲ್ಲಿ ಸೋಲು-ಗೆಲುವು ಸಹಜ. ಅವೆರಡನ್ನೂ ಸಮಾನವಾಗಿ ಸ್ವೀಕರಿಸಬೇಕು ಎಂದು ಕಾರ್ಯಕರ್ತರಿಗೆ ಮನವಿ ಮಾಡಿದರು. ಪಕ್ಷದ ಸಂಘಟನೆಯನ್ನು ಗ್ರಾಮ ಮಟ್ಟದಲ್ಲಿ ಬಲಪಡಿಸಬೇಕು. xyxy=(98,769,206,833)
registration-mark-yellow xyxy=(152,1270,162,1280)
registration-mark-cyan xyxy=(124,1270,134,1280)
malaria-photo-art xyxy=(636,819,850,931)
mahesh-photo-art xyxy=(210,769,520,889)
volleyball-title: ಮುಸ್ಲಿಂ ಕಪ್ ಹೊನಲು ಬೆಳಕಿನ ವಾಲಿಬಾಲ್ ಪಂದ್ಯಾವಳಿಗೆ ಚಾಲನೆ xyxy=(316,521,578,536)
malaria-title-line2: ನಿರ್ಮೂಲನೆಗೆ ನಿರ್ಧಾರ xyxy=(658,781,770,799)
lead-col-3: ವಿತರಣೆ ಬಗ್ಗೆ ಮಾಹಿತಿ ನೀಡಿದರು. ಜಿಲ್ಲೆಯ ವಿವಿಧ ತಾಲೂಕುಗಳಲ್ಲಿ ಬರದ ಛಾಯೆ ಆವರಿಸಿದ್ದು, ಜಾನುವಾರುಗಳಿಗೆ ಮೇವು ಹಾಗೂ ಕುಡಿಯುವ ನೀರಿನ ಕೊರತೆ ಎದುರಾಗದಂತೆ ಕ್ರಮ ವಹಿಸಬೇಕು. ಸ್ಥಳೀಯ ಸಂಸ್ಥೆಗಳು ಟ್ಯಾಂಕರ್ ಮೂಲಕ ನೀರು ಪೂರೈಕೆಗೆ ಸಿದ್ಧತೆ ಮಾಡಿಕೊಳ್ಳಬೇಕು. ಜಿಲ್ಲಾ ಪಂಚಾಯತ್ ಉಪ ಕಾರ್ಯದರ್ಶಿ, ಎಲ್ಲಾ ತಾಲೂಕು ಪಂಚಾಯತ್ ಕಾರ್ಯನಿರ್ವಾಹಕ ಅಧಿಕಾರಿಗಳು ಸಭೆಯಲ್ಲಿ ಉಪಸ್ಥಿತರಿದ್ದರು. xyxy=(320,173,416,264)
lead-photo-caption: ಮಡಿಕೇರಿಯಲ್ಲಿ ಜಿಲ್ಲಾಧಿಕಾರಿ ನೇತೃತ್ವದಲ್ಲಿ ಸಭೆ ನಡೆಯಿತು. xyxy=(206,290,314,307)
page-header xyxy=(98,85,850,113)
registration-mark-magenta-right xyxy=(828,1270,838,1280)
camp-title-box xyxy=(516,643,622,661)
ganja-title-line1: ಕಾಫಿ ತೋಟದಲ್ಲಿ ಗಾಂಜಾ xyxy=(638,424,751,440)
goleka-title: ಏ.29, ಮಲೆಮಹದೇಶ್ವರಸ್ವಾಮಿ ಗೋಲಕ ಹಣ ಎಣಿಕೆ xyxy=(640,1209,816,1220)
